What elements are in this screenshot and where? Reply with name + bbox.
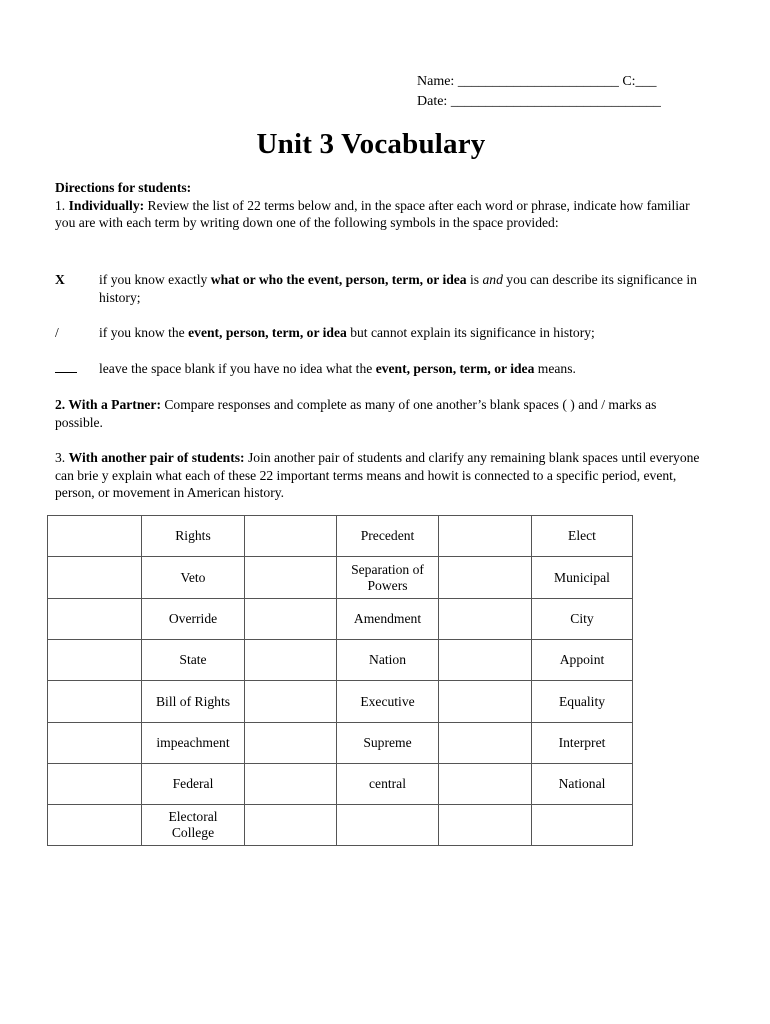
blank-symbol: [55, 360, 95, 378]
term-cell: Veto: [142, 557, 245, 599]
answer-cell[interactable]: [439, 681, 532, 723]
blank-text-1: leave the space blank if you have no idea what the: [99, 361, 376, 376]
name-field-label: Name: _______________________ C:___: [417, 74, 657, 89]
table-row: [48, 764, 633, 805]
term-cell: Separation of Powers: [337, 557, 439, 599]
blank-text-2: means.: [534, 361, 576, 376]
answer-cell[interactable]: [439, 599, 532, 640]
answer-cell[interactable]: [48, 805, 142, 846]
term-cell: State: [142, 640, 245, 681]
term-cell: Federal: [142, 764, 245, 805]
term-cell: [337, 805, 439, 846]
term-cell: Supreme: [337, 723, 439, 764]
answer-cell[interactable]: [245, 805, 337, 846]
answer-cell[interactable]: [439, 516, 532, 557]
x-symbol: X: [55, 272, 65, 287]
term-cell: Amendment: [337, 599, 439, 640]
table-row: [48, 640, 633, 681]
answer-cell[interactable]: [439, 764, 532, 805]
table-row: [48, 599, 633, 640]
answer-cell[interactable]: [245, 764, 337, 805]
x-text-3: you can describe its significance in history;: [99, 272, 697, 305]
term-cell: Bill of Rights: [142, 681, 245, 723]
term-cell: Interpret: [532, 723, 633, 764]
slash-bold: event, person, term, or idea: [188, 325, 347, 340]
directions-section: [55, 179, 705, 232]
slash-text-2: but cannot explain its significance in history;: [346, 325, 595, 340]
step-3-number: 3.: [55, 450, 69, 465]
legend-x: [55, 271, 705, 311]
step-2-body: Compare responses and complete as many of one another’s blank spaces ( ) and / marks as possible.: [55, 397, 657, 430]
slash-symbol: /: [55, 325, 59, 340]
step-3-body: Join another pair of students and clarify any remaining blank spaces until everyone can brie y explain what each of these 22 important terms means and howit is connected to a specific period, event, person, or movement in American history.: [55, 450, 700, 500]
answer-cell[interactable]: [48, 516, 142, 557]
blank-line-mark: [55, 360, 77, 373]
term-cell: Elect: [532, 516, 633, 557]
answer-cell[interactable]: [48, 557, 142, 599]
answer-cell[interactable]: [439, 723, 532, 764]
slash-text-1: if you know the: [99, 325, 189, 340]
vocabulary-table: [47, 515, 633, 846]
term-cell: [532, 805, 633, 846]
term-cell: National: [532, 764, 633, 805]
x-text-1: if you know exactly: [99, 272, 211, 287]
step-2-label: 2. With a Partner:: [55, 397, 161, 412]
term-cell: Nation: [337, 640, 439, 681]
x-text-2: is: [466, 272, 483, 287]
legend-slash: [55, 324, 705, 344]
answer-cell[interactable]: [245, 557, 337, 599]
term-cell: Appoint: [532, 640, 633, 681]
term-cell: Rights: [142, 516, 245, 557]
answer-cell[interactable]: [245, 723, 337, 764]
answer-cell[interactable]: [48, 681, 142, 723]
blank-bold: event, person, term, or idea: [375, 361, 535, 376]
term-cell: impeachment: [142, 723, 245, 764]
table-row: [48, 805, 633, 846]
step-2-text: [55, 396, 705, 431]
legend-blank: [55, 360, 705, 380]
term-cell: Precedent: [337, 516, 439, 557]
table-row: [48, 516, 633, 557]
answer-cell[interactable]: [439, 640, 532, 681]
student-info-header: [417, 72, 661, 112]
blank-description: [99, 360, 709, 378]
term-cell: Electoral College: [142, 805, 245, 846]
answer-cell[interactable]: [48, 764, 142, 805]
answer-cell[interactable]: [245, 681, 337, 723]
answer-cell[interactable]: [245, 599, 337, 640]
step-1-label: Individually:: [68, 197, 145, 213]
page-title: Unit 3 Vocabulary: [256, 128, 486, 160]
x-italic: and: [482, 272, 503, 287]
table-row: [48, 681, 633, 723]
answer-cell[interactable]: [48, 640, 142, 681]
x-bold: what or who the event, person, term, or idea: [210, 272, 467, 287]
term-cell: Executive: [337, 681, 439, 723]
term-cell: central: [337, 764, 439, 805]
table-row: [48, 557, 633, 599]
answer-cell[interactable]: [245, 516, 337, 557]
step-3-text: [55, 449, 705, 502]
vocabulary-table-body: [48, 516, 633, 846]
date-field-label: Date: ______________________________: [417, 94, 661, 109]
table-row: [48, 723, 633, 764]
answer-cell[interactable]: [48, 599, 142, 640]
term-cell: Equality: [532, 681, 633, 723]
answer-cell[interactable]: [48, 723, 142, 764]
step-1-body: Review the list of 22 terms below and, in the space after each word or phrase, indicate how familiar you are with each term by writing down one of the following symbols in the space provided:: [55, 197, 690, 230]
step-1-number: 1.: [55, 197, 69, 213]
answer-cell[interactable]: [439, 805, 532, 846]
answer-cell[interactable]: [245, 640, 337, 681]
step-3-label: With another pair of students:: [68, 450, 245, 465]
term-cell: Override: [142, 599, 245, 640]
slash-description: [99, 324, 709, 342]
x-description: [99, 271, 709, 306]
term-cell: Municipal: [532, 557, 633, 599]
step-1-text: [55, 197, 705, 232]
answer-cell[interactable]: [439, 557, 532, 599]
directions-heading: Directions for students:: [55, 180, 192, 195]
term-cell: City: [532, 599, 633, 640]
